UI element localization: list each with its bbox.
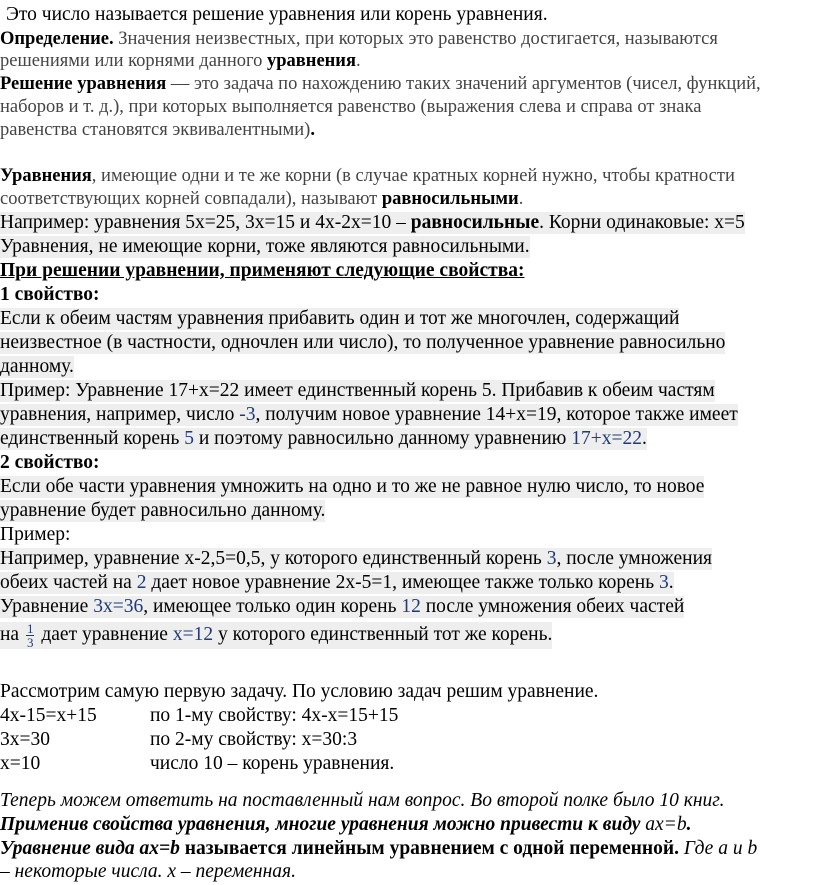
property-1-line-3: данному. — [0, 356, 74, 377]
equivalent-line-1: Уравнения, имеющие одни и те же корни (в случае кратных корней нужно, чтобы кратности — [0, 166, 735, 186]
definition-line-1: Определение. Значения неизвестных, при которых это равенство достигается, называются — [0, 29, 718, 49]
conclusion-line-2: Применив свойства уравнения, многие уравнения можно привести к виду ах=b. — [0, 814, 692, 835]
intro-line: Это число называется решение уравнения или корень уравнения. — [6, 4, 548, 25]
property-2-example-a: Например, уравнение х-2,5=0,5, у которого единственный корень 3, после умножения — [0, 548, 713, 569]
property-2-example-b: обеих частей на 2 дает новое уравнение 2х-5=1, имеющее также только корень 3. — [0, 572, 674, 593]
example-line-1: Например: уравнения 5х=25, 3х=15 и 4х-2х=10 – равносильные. Корни одинаковые: х=5 — [0, 212, 745, 233]
conclusion-line-4: – некоторые числа. х – переменная. — [0, 861, 296, 882]
solution-line-1: Решение уравнения — это задача по нахождению таких значений аргументов (чисел, функций, — [0, 74, 761, 94]
property-1-example-b: уравнения, например, число -3, получим новое уравнение 14+х=19, которое также имеет — [0, 404, 738, 425]
property-2-line-1: Если обе части уравнения умножить на одно и то же не равное нулю число, то новое — [0, 476, 705, 497]
one-third-fraction: $\frac{1}{3}$ — [26, 621, 34, 650]
property-2-line-2: уравнение будет равносильно данному. — [0, 500, 326, 521]
properties-heading: При решении уравнении, применяют следующие свойства: — [0, 260, 525, 281]
property-2-title: 2 свойство: — [0, 452, 100, 473]
task-row: 3х=30 — [0, 729, 50, 750]
equivalent-line-2: соответствующих корней совпадали), называют равносильными. — [0, 189, 524, 209]
solution-line-2: наборов и т. д.), при которых выполняется равенство (выражения слева и справа от знака — [0, 97, 702, 117]
property-2-example-label: Пример: — [0, 524, 71, 545]
task-row: х=10 — [0, 753, 41, 774]
example-line-2: Уравнения, не имеющие корни, тоже являются равносильными. — [0, 236, 530, 257]
conclusion-line-3: Уравнение вида ах=b называется линейным уравнением с одной переменной. Где a и b — [0, 838, 758, 859]
task-row: 4х-15=х+15 — [0, 705, 97, 726]
property-1-example-a: Пример: Уравнение 17+х=22 имеет единственный корень 5. Прибавив к обеим частям — [0, 380, 715, 401]
property-2-example-d: на $\frac{1}{3}$ дает уравнение х=12 у которого единственный тот же корень. — [0, 621, 553, 650]
property-1-title: 1 свойство: — [0, 284, 100, 305]
solution-line-3: равенства становятся эквивалентными). — [0, 120, 315, 140]
task-row-note: по 2-му свойству: х=30:3 — [150, 729, 358, 750]
conclusion-line-1: Теперь можем ответить на поставленный нам вопрос. Во второй полке было 10 книг. — [0, 790, 725, 811]
property-1-line-2: неизвестное (в частности, одночлен или число), то полученное уравнение равносильно — [0, 332, 726, 353]
task-intro: Рассмотрим самую первую задачу. По условию задач решим уравнение. — [0, 681, 599, 702]
property-1-example-c: единственный корень 5 и поэтому равносильно данному уравнению 17+х=22. — [0, 428, 647, 449]
task-row-note: число 10 – корень уравнения. — [150, 753, 395, 774]
definition-line-2: решениями или корнями данного уравнения. — [0, 51, 361, 71]
property-2-example-c: Уравнение 3х=36, имеющее только один корень 12 после умножения обеих частей — [0, 596, 685, 617]
property-1-line-1: Если к обеим частям уравнения прибавить один и тот же многочлен, содержащий — [0, 308, 680, 329]
task-row-note: по 1-му свойству: 4х-х=15+15 — [150, 705, 399, 726]
